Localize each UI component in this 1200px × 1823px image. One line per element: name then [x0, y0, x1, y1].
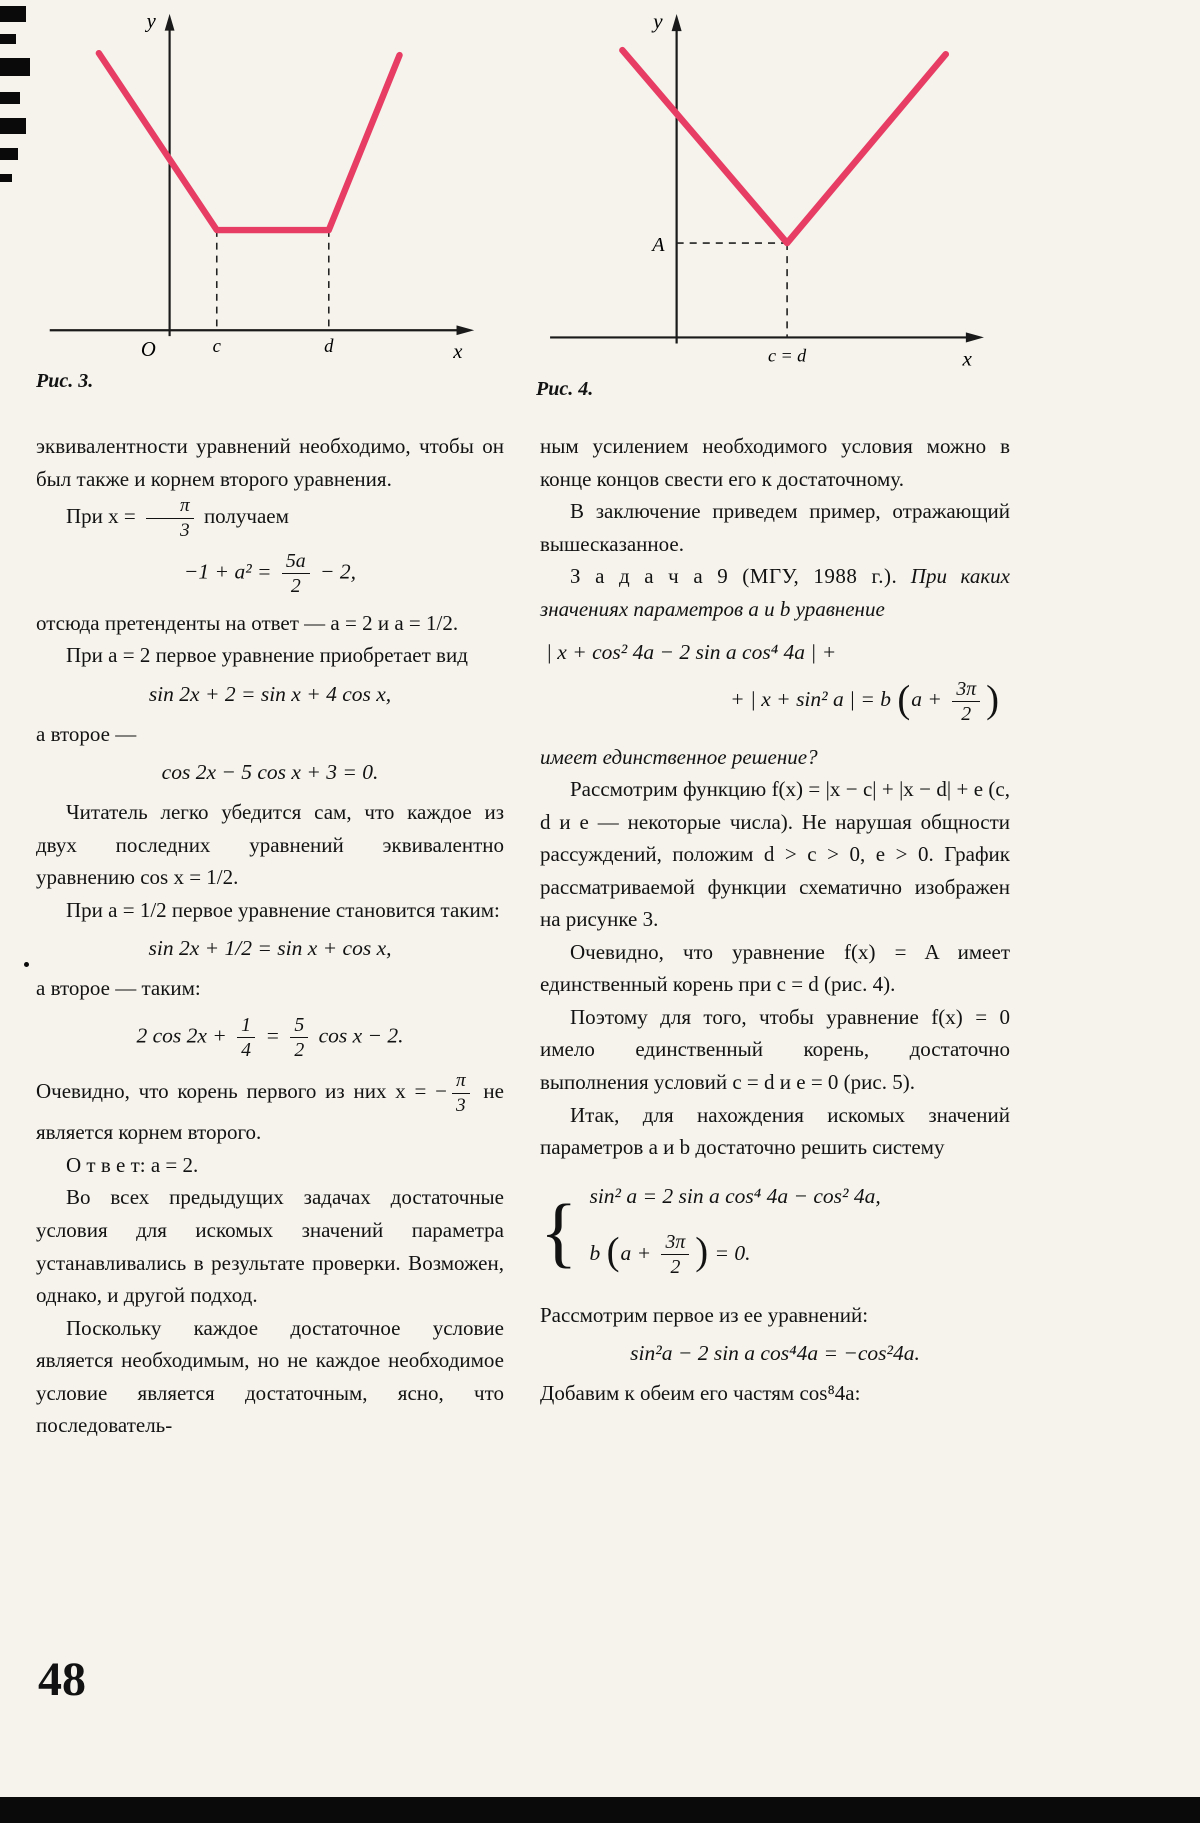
- big-paren-right: ): [695, 1231, 709, 1274]
- function-curve: [99, 53, 400, 230]
- figure-3: [34, 6, 486, 393]
- fraction-denominator: 3: [455, 1094, 466, 1116]
- paragraph: ным усилением необходимого условия можно в конце концов свести его к достаточному.: [540, 434, 1010, 491]
- big-paren-right: ): [986, 678, 999, 721]
- paragraph: Очевидно, что уравнение f(x) = A имеет единственный корень при c = d (рис. 4).: [540, 939, 1010, 997]
- formula-part: + | x + sin² a | = b: [730, 687, 897, 712]
- paragraph: Добавим к обеим его частям cos⁸4a:: [540, 1381, 861, 1406]
- origin-label: O: [140, 338, 156, 361]
- formula-part: a +: [620, 1240, 657, 1265]
- left-column: [36, 430, 504, 1442]
- function-curve: [622, 50, 945, 243]
- text-part: получаем: [198, 504, 289, 529]
- paragraph-with-fraction: [36, 495, 504, 541]
- answer-line: О т в е т: a = 2.: [66, 1152, 199, 1177]
- fraction: [146, 495, 194, 541]
- fraction-numerator: 1: [237, 1014, 255, 1038]
- y-axis-arrow-icon: [672, 14, 682, 31]
- text-part: При x =: [66, 504, 141, 529]
- fraction-numerator: 3π: [952, 678, 980, 702]
- d-label: d: [324, 335, 334, 357]
- formula-part: − 2,: [314, 559, 357, 584]
- fraction: [290, 1014, 308, 1061]
- fraction-denominator: 4: [241, 1038, 252, 1061]
- formula-part: −1 + a² =: [183, 559, 277, 584]
- figure-4: [534, 6, 996, 401]
- figure-4-plot: [534, 6, 996, 376]
- system-brace: {: [540, 1188, 578, 1276]
- formula-part: b: [589, 1240, 606, 1265]
- c-label: c: [212, 335, 221, 357]
- text-part: не является корнем второго.: [36, 1079, 504, 1145]
- scan-bottom-bar: [0, 1797, 1200, 1823]
- equation-system: [540, 1180, 1010, 1285]
- scan-mark: [0, 6, 26, 22]
- system-equation-1: sin² a = 2 sin a cos⁴ 4a − cos² 4a,: [589, 1183, 881, 1208]
- paragraph: Поэтому для того, чтобы уравнение f(x) = 0 имело единственный корень, достаточно выполнения условий c = d и e = 0 (рис. 5).: [540, 1004, 1010, 1094]
- paragraph: Рассмотрим первое из ее уравнений:: [540, 1302, 869, 1327]
- cd-label: c = d: [767, 345, 807, 366]
- paragraph: В заключение приведем пример, отражающий вышесказанное.: [540, 499, 1010, 556]
- task-paragraph: [540, 560, 1010, 625]
- fraction-numerator: π: [146, 495, 194, 519]
- y-axis-arrow-icon: [165, 14, 175, 31]
- text-part: Очевидно, что корень первого из них x = −: [36, 1079, 447, 1104]
- fraction-denominator: 2: [961, 702, 972, 725]
- x-axis-arrow-icon: [966, 332, 984, 342]
- scan-mark: [0, 174, 12, 182]
- paragraph: Рассмотрим функцию f(x) = |x − c| + |x − d| + e (c, d и e — некоторые числа). Не нарушая общности рассуждений, положим d > c > 0, e > 0. График рассматриваемой функции схематично изображен на рисунке 3.: [540, 777, 1010, 932]
- big-paren-left: (: [606, 1231, 620, 1274]
- display-formula-line1: | x + cos² 4a − 2 sin a cos⁴ 4a | +: [546, 640, 837, 665]
- figure-4-caption: Рис. 4.: [536, 377, 594, 400]
- y-axis-label: y: [146, 10, 156, 33]
- paragraph: эквивалентности уравнений необходимо, чтобы он был также и корнем второго уравнения.: [36, 434, 504, 491]
- fraction-denominator: 2: [294, 1038, 305, 1061]
- paragraph: Итак, для нахождения искомых значений параметров a и b достаточно решить систему: [540, 1102, 1010, 1160]
- paragraph: а второе —: [36, 721, 137, 746]
- paragraph: а второе — таким:: [36, 976, 201, 1001]
- display-formula: [36, 1014, 504, 1061]
- task-label: З а д а ч а 9 (МГУ, 1988 г.).: [570, 564, 898, 589]
- display-formula: sin 2x + 2 = sin x + 4 cos x,: [148, 681, 392, 706]
- fraction: [282, 550, 310, 597]
- fraction-numerator: 3π: [661, 1231, 689, 1255]
- fraction-numerator: 5: [290, 1014, 308, 1038]
- x-axis-arrow-icon: [457, 325, 475, 335]
- paragraph: отсюда претенденты на ответ — a = 2 и a = 1/2.: [36, 610, 459, 635]
- x-axis-label: x: [962, 346, 972, 371]
- paragraph: При a = 2 первое уравнение приобретает вид: [66, 643, 468, 668]
- scan-mark: [0, 58, 30, 76]
- scan-mark: [0, 118, 26, 134]
- paragraph: Поскольку каждое достаточное условие является необходимым, но не каждое необходимое условие является достаточным, ясно, что последователь-: [36, 1315, 504, 1438]
- formula-part: 2 cos 2x +: [136, 1023, 233, 1048]
- formula-part: =: [260, 1023, 286, 1048]
- task-question: имеет единственное решение?: [540, 744, 818, 769]
- display-formula-line2: [540, 676, 1010, 726]
- formula-part: cos x − 2.: [313, 1023, 404, 1048]
- task-statement: При каких значениях параметров a и b уравнение: [540, 564, 1010, 621]
- fraction-denominator: 3: [180, 519, 190, 541]
- right-column: [540, 430, 1010, 1410]
- fraction-denominator: 2: [670, 1256, 681, 1279]
- fraction: [952, 678, 980, 725]
- formula-part: a +: [911, 687, 948, 712]
- system-equation-2: [589, 1225, 880, 1285]
- formula-part: = 0.: [709, 1240, 751, 1265]
- fraction-numerator: π: [452, 1070, 470, 1094]
- fraction: [661, 1231, 689, 1278]
- figure-3-caption: Рис. 3.: [36, 369, 94, 392]
- A-level-label: A: [652, 234, 665, 257]
- fraction-denominator: 2: [290, 575, 301, 598]
- display-formula: cos 2x − 5 cos x + 3 = 0.: [161, 760, 379, 785]
- system-lines: [589, 1180, 880, 1285]
- scan-mark: [0, 92, 20, 104]
- fraction: [237, 1014, 255, 1061]
- big-paren-left: (: [897, 678, 911, 721]
- display-formula: [36, 550, 504, 597]
- scan-speck: [24, 962, 29, 967]
- paragraph: При a = 1/2 первое уравнение становится таким:: [66, 897, 500, 922]
- x-axis-label: x: [453, 340, 463, 363]
- paragraph: Во всех предыдущих задачах достаточные условия для искомых значений параметра устанавливались в результате проверки. Возможен, однако, и другой подход.: [36, 1185, 504, 1308]
- y-axis-label: y: [653, 9, 663, 34]
- fraction-numerator: 5a: [282, 550, 310, 574]
- figure-3-plot: [34, 6, 486, 368]
- scan-mark: [0, 34, 16, 44]
- fraction: [452, 1070, 470, 1116]
- scan-mark: [0, 148, 18, 160]
- paragraph-with-fraction: [36, 1070, 504, 1149]
- paragraph: Читатель легко убедится сам, что каждое из двух последних уравнений эквивалентно уравнению cos x = 1/2.: [36, 800, 504, 890]
- display-formula: sin 2x + 1/2 = sin x + cos x,: [148, 936, 392, 961]
- display-formula: sin²a − 2 sin a cos⁴4a = −cos²4a.: [630, 1341, 920, 1366]
- page-number: 48: [38, 1653, 86, 1706]
